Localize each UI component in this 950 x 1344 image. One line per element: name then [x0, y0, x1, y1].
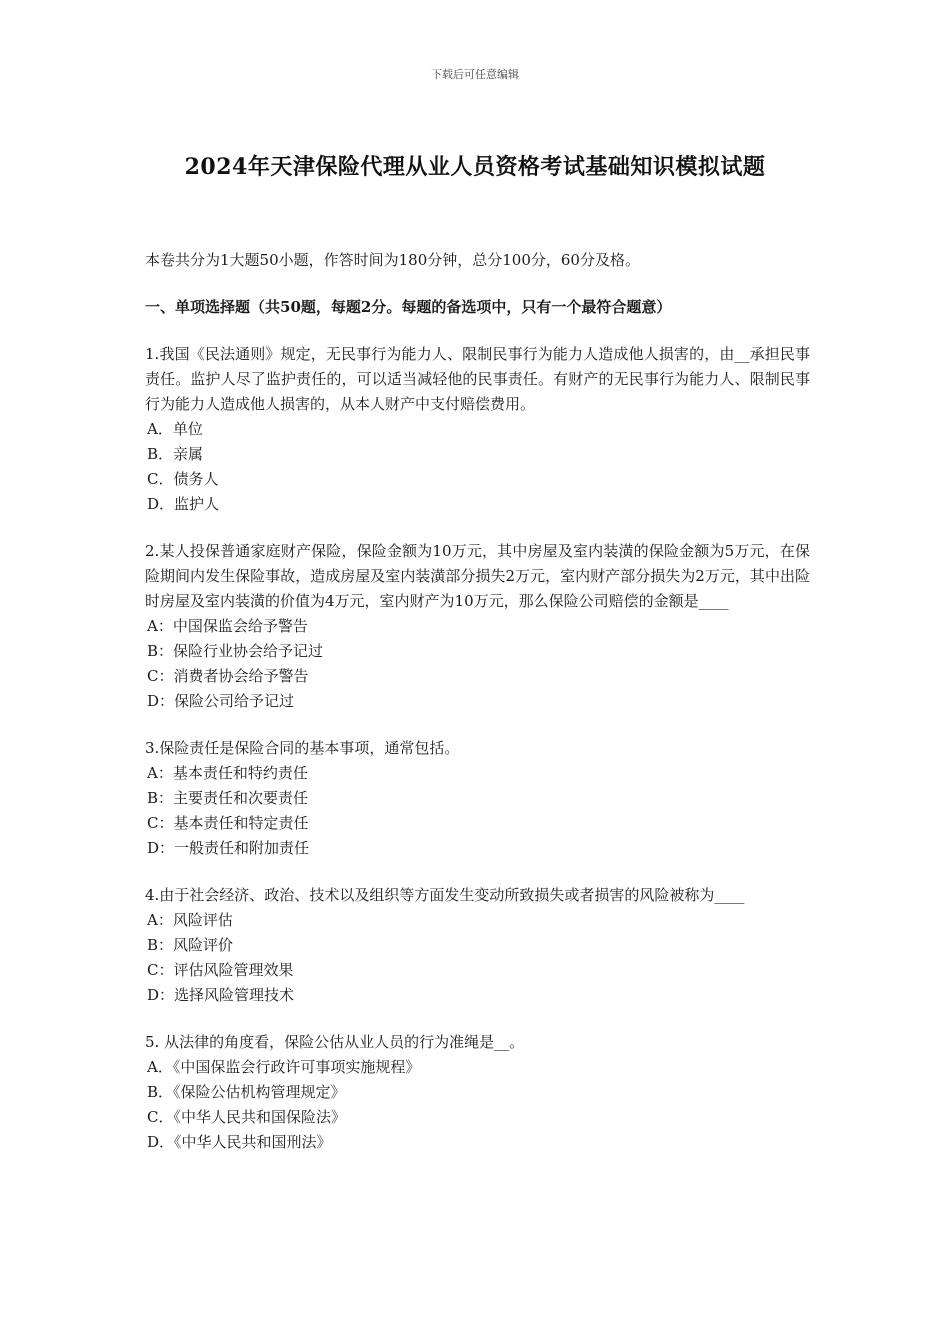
option-letter: C：	[147, 667, 174, 685]
option-letter: D：	[147, 986, 175, 1004]
option-text: 监护人	[174, 495, 220, 513]
question-stem: 3.保险责任是保险合同的基本事项，通常包括。	[145, 739, 460, 757]
option-c	[145, 811, 810, 836]
option-c	[145, 958, 810, 983]
option-text: 基本责任和特定责任	[173, 814, 309, 832]
option-b	[145, 639, 810, 664]
option-letter: A．	[147, 420, 173, 438]
option-text: 一般责任和附加责任	[174, 839, 310, 857]
document-body	[145, 248, 810, 1177]
option-d	[145, 836, 810, 861]
option-letter: B：	[147, 642, 174, 660]
option-c	[145, 467, 810, 492]
option-text: 债务人	[173, 470, 219, 488]
option-text: 评估风险管理效果	[173, 961, 294, 979]
question-5	[145, 1030, 810, 1155]
question-stem: 1.我国《民法通则》规定，无民事行为能力人、限制民事行为能力人造成他人损害的，由__承担民事责任。监护人尽了监护责任的，可以适当减轻他的民事责任。有财产的无民事行为能力人、限制民事行为能力人造成他人损害的，从本人财产中支付赔偿费用。	[145, 345, 810, 413]
question-3	[145, 736, 810, 861]
option-text: 《中国保监会行政许可事项实施规程》	[172, 1058, 421, 1076]
option-d	[145, 1130, 810, 1155]
option-text: 选择风险管理技术	[174, 986, 295, 1004]
option-letter: B：	[147, 936, 174, 954]
option-letter: C：	[147, 814, 174, 832]
option-letter: A．	[147, 1058, 173, 1076]
option-text: 单位	[172, 420, 203, 438]
document-title: 2024年天津保险代理从业人员资格考试基础知识模拟试题	[184, 154, 766, 180]
option-a	[145, 761, 810, 786]
question-4	[145, 883, 810, 1008]
option-a	[145, 417, 810, 442]
option-a	[145, 614, 810, 639]
option-a	[145, 908, 810, 933]
option-letter: A：	[147, 764, 173, 782]
option-b	[145, 1080, 810, 1105]
option-text: 《保险公估机构管理规定》	[173, 1083, 346, 1101]
page-header-note: 下载后可任意编辑	[431, 68, 519, 81]
option-text: 《中华人民共和国保险法》	[173, 1108, 346, 1126]
option-letter: A：	[147, 617, 173, 635]
option-b	[145, 442, 810, 467]
option-letter: C．	[147, 1108, 174, 1126]
option-text: 《中华人民共和国刑法》	[174, 1133, 332, 1151]
option-text: 基本责任和特约责任	[172, 764, 308, 782]
option-letter: B：	[147, 789, 174, 807]
option-text: 风险评估	[172, 911, 233, 929]
option-text: 主要责任和次要责任	[173, 789, 309, 807]
option-c	[145, 1105, 810, 1130]
option-text: 消费者协会给予警告	[173, 667, 309, 685]
question-stem: 2.某人投保普通家庭财产保险，保险金额为10万元，其中房屋及室内装潢的保险金额为5万元，在保险期间内发生保险事故，造成房屋及室内装潢部分损失2万元，室内财产部分损失为2万元，其中出险时房屋及室内装潢的价值为4万元，室内财产为10万元，那么保险公司赔偿的金额是____	[145, 542, 810, 610]
option-b	[145, 786, 810, 811]
option-letter: D．	[147, 1133, 175, 1151]
question-2	[145, 539, 810, 714]
question-stem: 4.由于社会经济、政治、技术以及组织等方面发生变动所致损失或者损害的风险被称为____	[145, 886, 745, 904]
option-b	[145, 933, 810, 958]
question-1	[145, 342, 810, 517]
exam-intro: 本卷共分为1大题50小题，作答时间为180分钟，总分100分，60分及格。	[145, 251, 640, 269]
option-d	[145, 689, 810, 714]
option-letter: C：	[147, 961, 174, 979]
option-letter: B．	[147, 1083, 174, 1101]
section-heading: 一、单项选择题（共50题，每题2分。每题的备选项中，只有一个最符合题意）	[145, 298, 672, 316]
option-letter: B．	[147, 445, 174, 463]
option-text: 保险公司给予记过	[174, 692, 295, 710]
question-stem: 5. 从法律的角度看，保险公估从业人员的行为准绳是__。	[145, 1033, 525, 1051]
option-text: 亲属	[173, 445, 204, 463]
option-text: 保险行业协会给予记过	[173, 642, 324, 660]
option-c	[145, 664, 810, 689]
option-letter: C．	[147, 470, 174, 488]
option-letter: D：	[147, 692, 175, 710]
option-letter: A：	[147, 911, 173, 929]
option-d	[145, 983, 810, 1008]
option-text: 中国保监会给予警告	[172, 617, 308, 635]
option-letter: D：	[147, 839, 175, 857]
option-text: 风险评价	[173, 936, 234, 954]
option-letter: D．	[147, 495, 175, 513]
option-a	[145, 1055, 810, 1080]
option-d	[145, 492, 810, 517]
